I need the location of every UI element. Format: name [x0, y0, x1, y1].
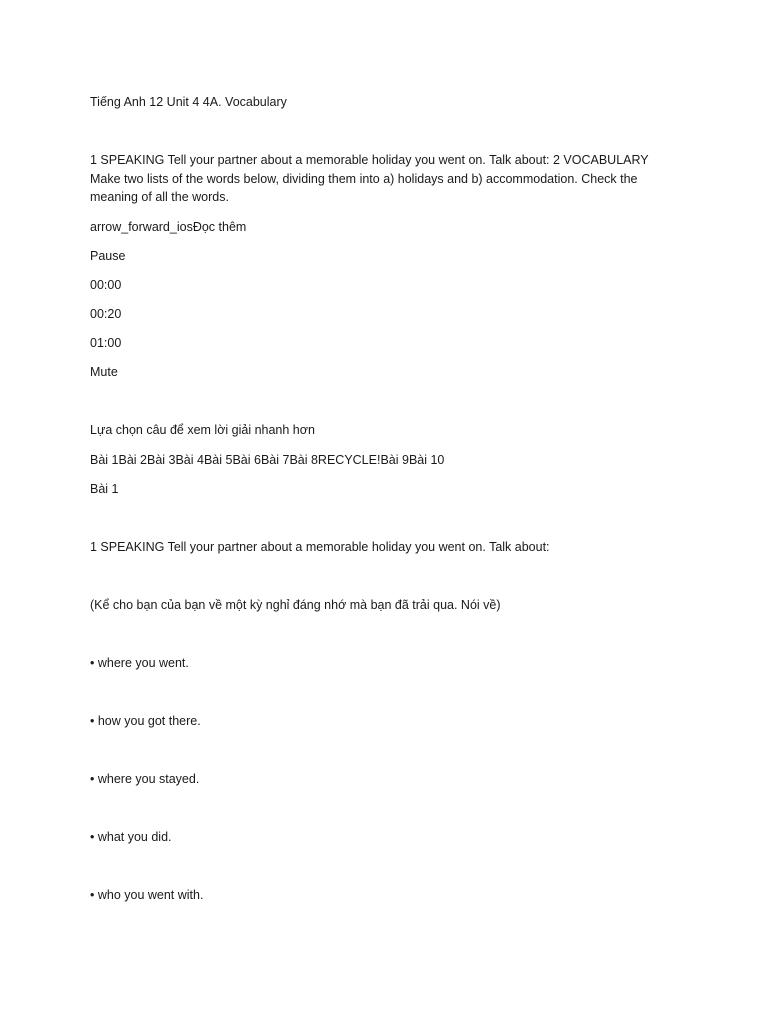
bullet-item: • who you went with.	[90, 888, 204, 902]
document-title: Tiếng Anh 12 Unit 4 4A. Vocabulary	[90, 95, 287, 109]
bullet-item: • what you did.	[90, 830, 172, 844]
intro-paragraph: 1 SPEAKING Tell your partner about a memorable holiday you went on. Talk about: 2 VOCABULARY Make two lists of the words below, dividing them into a) holidays and b) accommodation. Check the meaning of all the words.	[90, 153, 649, 204]
time-mid: 00:20	[90, 307, 122, 321]
choose-prompt: Lựa chọn câu để xem lời giải nhanh hơn	[90, 423, 315, 437]
time-current: 00:00	[90, 278, 122, 292]
mute-button[interactable]: Mute	[90, 365, 118, 379]
time-total: 01:00	[90, 336, 122, 350]
bullet-item: • where you stayed.	[90, 772, 200, 786]
lesson-links[interactable]: Bài 1Bài 2Bài 3Bài 4Bài 5Bài 6Bài 7Bài 8RECYCLE!Bài 9Bài 10	[90, 453, 445, 467]
bullet-item: • how you got there.	[90, 714, 201, 728]
section-heading: Bài 1	[90, 482, 119, 496]
task-text: 1 SPEAKING Tell your partner about a memorable holiday you went on. Talk about:	[90, 540, 550, 554]
bullet-item: • where you went.	[90, 656, 189, 670]
read-more-link[interactable]: arrow_forward_iosĐọc thêm	[90, 220, 247, 234]
pause-button[interactable]: Pause	[90, 249, 126, 263]
translation-text: (Kể cho bạn của bạn về một kỳ nghỉ đáng nhớ mà bạn đã trải qua. Nói về)	[90, 598, 501, 612]
